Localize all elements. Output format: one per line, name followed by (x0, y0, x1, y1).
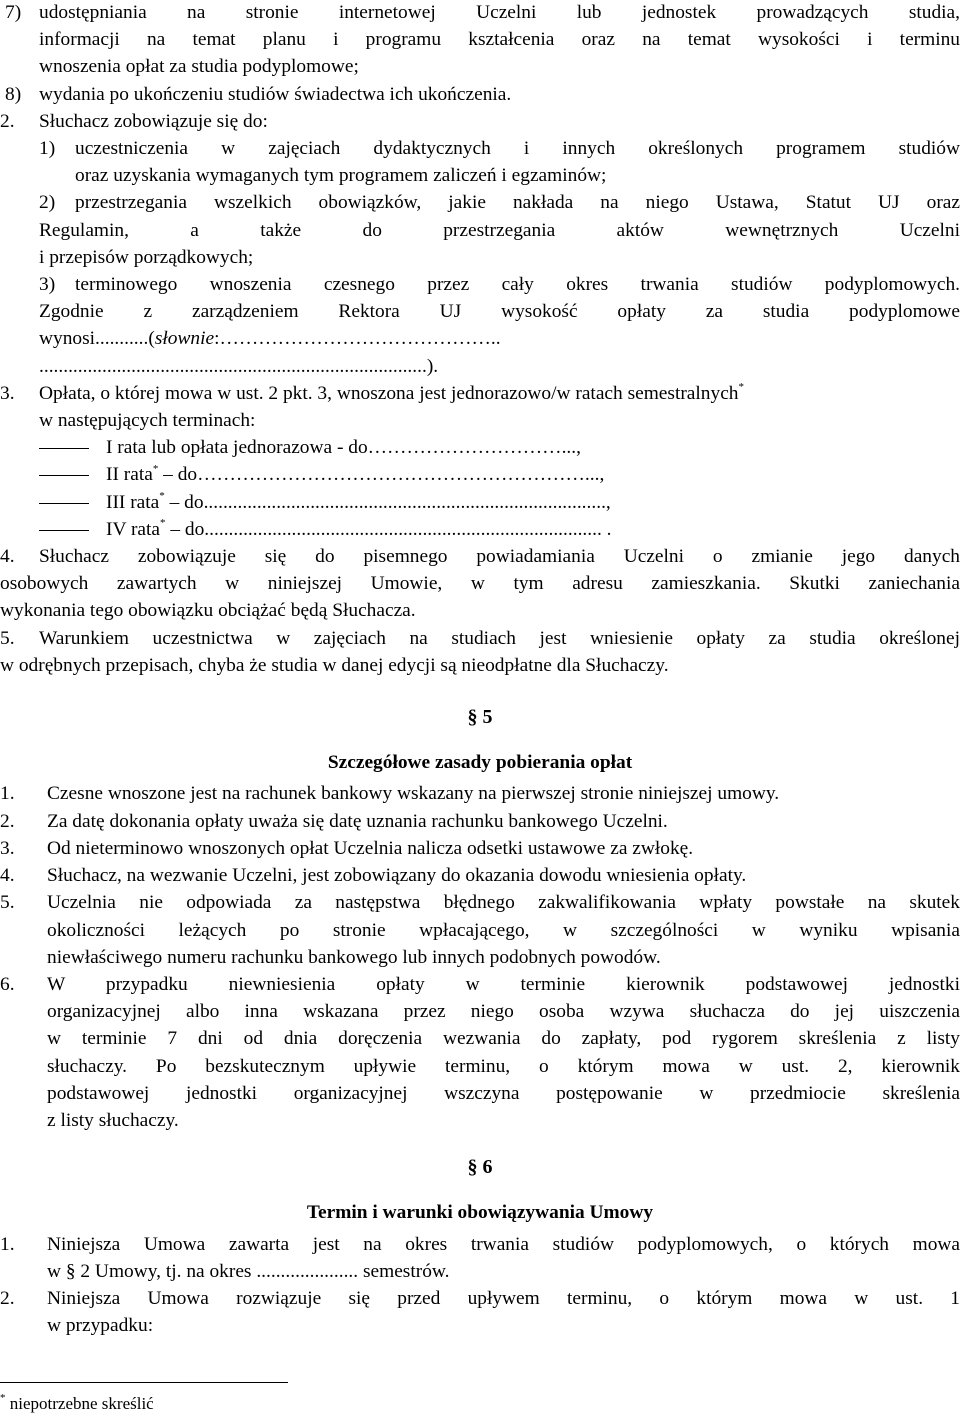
fee-amount-line (39, 325, 960, 352)
text-line: Za datę dokonania opłaty uważa się datę uznania rachunku bankowego Uczelni. (47, 810, 668, 832)
section-title-5: Szczegółowe zasady pobierania opłat (327, 752, 633, 774)
item-number: 3. (0, 837, 15, 859)
text-line: Zgodnie z zarządzeniem Rektora UJ wysokość opłaty za studia podyplomowe (39, 301, 960, 323)
text-line: przestrzegania wszelkich obowiązków, jakie nakłada na niego Ustawa, Statut UJ oraz (75, 192, 960, 214)
installment-third: III rata* – do..................................................................................., (0, 489, 960, 516)
item-number: 6. (0, 973, 15, 995)
item-number: 5. (0, 892, 15, 914)
text-line: Niniejsza Umowa rozwiązuje się przed upływem terminu, o którym mowa w ust. 1 (47, 1287, 960, 1309)
item-number: 1) (39, 138, 56, 160)
paragraph-5 (0, 625, 960, 679)
obligation-item-3 (39, 271, 960, 380)
item-number: 1. (0, 783, 15, 805)
footnote-marker: * (0, 1392, 6, 1405)
dash-marker (39, 503, 89, 504)
installment-label: III rata (106, 491, 160, 513)
text-line: informacji na temat planu i programu kształcenia oraz na temat wysokości i terminu (39, 29, 960, 51)
text-line (39, 380, 960, 407)
text-line: oraz uzyskania wymaganych tym programem zaliczeń i egzaminów; (75, 165, 607, 187)
footnote-marker: * (159, 490, 165, 503)
text-line: osobowych zawartych w niniejszej Umowie, w tym adresu zamieszkania. Skutki zaniechania (0, 573, 960, 595)
text-line: terminowego wnoszenia czesnego przez cały okres trwania studiów podyplomowych. (75, 274, 960, 296)
term-list (0, 1231, 960, 1340)
dash-marker (39, 530, 89, 531)
obligation-item-2 (39, 189, 960, 271)
paragraph-number: 2. (0, 110, 15, 132)
rule-item-2 (0, 808, 960, 835)
text-line: z listy słuchaczy. (47, 1109, 179, 1131)
item-number: 2. (0, 1287, 15, 1309)
paragraph-number: 3. (0, 382, 15, 404)
rule-item-5 (0, 889, 960, 971)
item-number: 1. (0, 1233, 15, 1255)
text-line: Regulamin, a także do przestrzegania aktów wewnętrznych Uczelni (39, 219, 960, 241)
installment-label: IV rata (106, 518, 161, 540)
item-number: 4. (0, 865, 15, 887)
installment-date-field: do..................................................................................., (184, 491, 611, 513)
installment-text: I rata lub opłata jednorazowa - do…………………………..., (106, 437, 581, 459)
installment-label: II rata (106, 464, 153, 486)
installment-fourth: IV rata* – do.................................................................................. . (0, 516, 960, 543)
footnote-marker: * (160, 517, 166, 530)
text-line: niewłaściwego numeru rachunku bankowego lub innych podobnych powodów. (47, 946, 661, 968)
item-number: 3) (39, 274, 56, 296)
rule-item-3 (0, 835, 960, 862)
text-line: W przypadku niewniesienia opłaty w terminie kierownik podstawowej jednostki (47, 973, 960, 995)
text-line: Od nieterminowo wnoszonych opłat Uczelnia nalicza odsetki ustawowe za zwłokę. (47, 837, 694, 859)
list-item-8 (5, 81, 960, 108)
installment-first (0, 434, 960, 461)
text-line: podstawowej jednostki organizacyjnej wszczyna postępowanie w przedmiocie skreślenia (47, 1082, 960, 1104)
rule-item-4 (0, 862, 960, 889)
fee-words-field: :…………………………………….. (214, 328, 501, 350)
term-item-2 (0, 1285, 960, 1339)
section-heading-5: § 5 (467, 706, 493, 729)
dash-marker (39, 475, 89, 476)
text-line: Uczelnia nie odpowiada za następstwa błędnego zakwalifikowania wpłaty powstałe na skutek (47, 892, 960, 914)
paragraph-lead: Słuchacz zobowiązuje się do: (39, 110, 268, 132)
text-line: Niniejsza Umowa zawarta jest na okres trwania studiów podyplomowych, o których mowa (47, 1233, 960, 1255)
list-item-7 (5, 0, 960, 81)
in-words-label: słownie (154, 328, 215, 350)
fee-amount-field: wynosi...........( (39, 328, 155, 350)
paragraph-2 (0, 108, 960, 135)
item-number: 8) (5, 83, 22, 105)
text-line: w § 2 Umowy, tj. na okres ..................... semestrów. (47, 1260, 450, 1282)
text-line: Czesne wnoszone jest na rachunek bankowy wskazany na pierwszej stronie niniejszej umowy. (47, 783, 780, 805)
item-number: 2) (39, 192, 56, 214)
text-line: wnoszenia opłat za studia podyplomowe; (39, 56, 359, 78)
fee-rules-list (0, 780, 960, 1134)
text-line: Warunkiem uczestnictwa w zajęciach na studiach jest wniesienie opłaty za studia określonej (39, 627, 960, 649)
text-line: udostępniania na stronie internetowej Uczelni lub jednostek prowadzących studia, (39, 2, 960, 23)
installment-date-field: do.................................................................................. . (184, 518, 612, 540)
paragraph-number: 4. (0, 546, 15, 568)
footnote-text: niepotrzebne skreślić (9, 1394, 154, 1413)
text-line: w przypadku: (47, 1315, 154, 1337)
text-line: wykonania tego obowiązku obciążać będą Słuchacza. (0, 600, 416, 622)
rule-item-1 (0, 780, 960, 807)
text-line: słuchaczy. Po bezskutecznym upływie terminu, o którym mowa w ust. 2, kierownik (47, 1055, 960, 1077)
footnote-marker: * (152, 462, 159, 475)
text-line: w odrębnych przepisach, chyba że studia w danej edycji są nieodpłatne dla Słuchaczy. (0, 654, 669, 676)
footnote-separator (0, 1382, 288, 1383)
section-heading-6: § 6 (467, 1156, 493, 1179)
text-line: w następujących terminach: (39, 410, 256, 432)
text-line: wydania po ukończeniu studiów świadectwa ich ukończenia. (39, 83, 512, 105)
text-line: i przepisów porządkowych; (39, 246, 254, 268)
text-line: Słuchacz, na wezwanie Uczelni, jest zobowiązany do okazania dowodu wniesienia opłaty. (47, 865, 747, 887)
text-line: uczestniczenia w zajęciach dydaktycznych i innych określonych programem studiów (75, 138, 960, 160)
text-line: w terminie 7 dni od dnia doręczenia wezwania do zapłaty, pod rygorem skreślenia z listy (47, 1028, 960, 1050)
footnote (0, 1392, 154, 1416)
text-line: Słuchacz zobowiązuje się do pisemnego powiadamiania Uczelni o zmianie jego danych (39, 546, 960, 568)
term-item-1 (0, 1231, 960, 1285)
dash-marker (39, 448, 89, 449)
rule-item-6 (0, 971, 960, 1134)
installment-second: II rata* – do……………………………………………………..., (0, 461, 960, 488)
item-number: 2. (0, 810, 15, 832)
text-line: organizacyjnej albo inna wskazana przez niego osoba wzywa słuchacza do jej uiszczenia (47, 1001, 960, 1023)
fee-words-continuation: ................................................................................). (39, 355, 439, 377)
footnote-marker: * (738, 381, 744, 394)
text-span: Opłata, o której mowa w ust. 2 pkt. 3, wnoszona jest jednorazowo/w ratach semestralnych (39, 382, 739, 404)
section-title-6: Termin i warunki obowiązywania Umowy (306, 1202, 654, 1224)
obligation-item-1 (39, 135, 960, 189)
installment-date-field: do……………………………………………………..., (177, 464, 605, 486)
paragraph-number: 5. (0, 627, 15, 649)
text-line: okoliczności leżących po stronie wpłacającego, w szczególności w wyniku wpisania (47, 919, 960, 941)
paragraph-4 (0, 543, 960, 625)
paragraph-3 (0, 380, 960, 434)
item-number: 7) (5, 2, 22, 23)
